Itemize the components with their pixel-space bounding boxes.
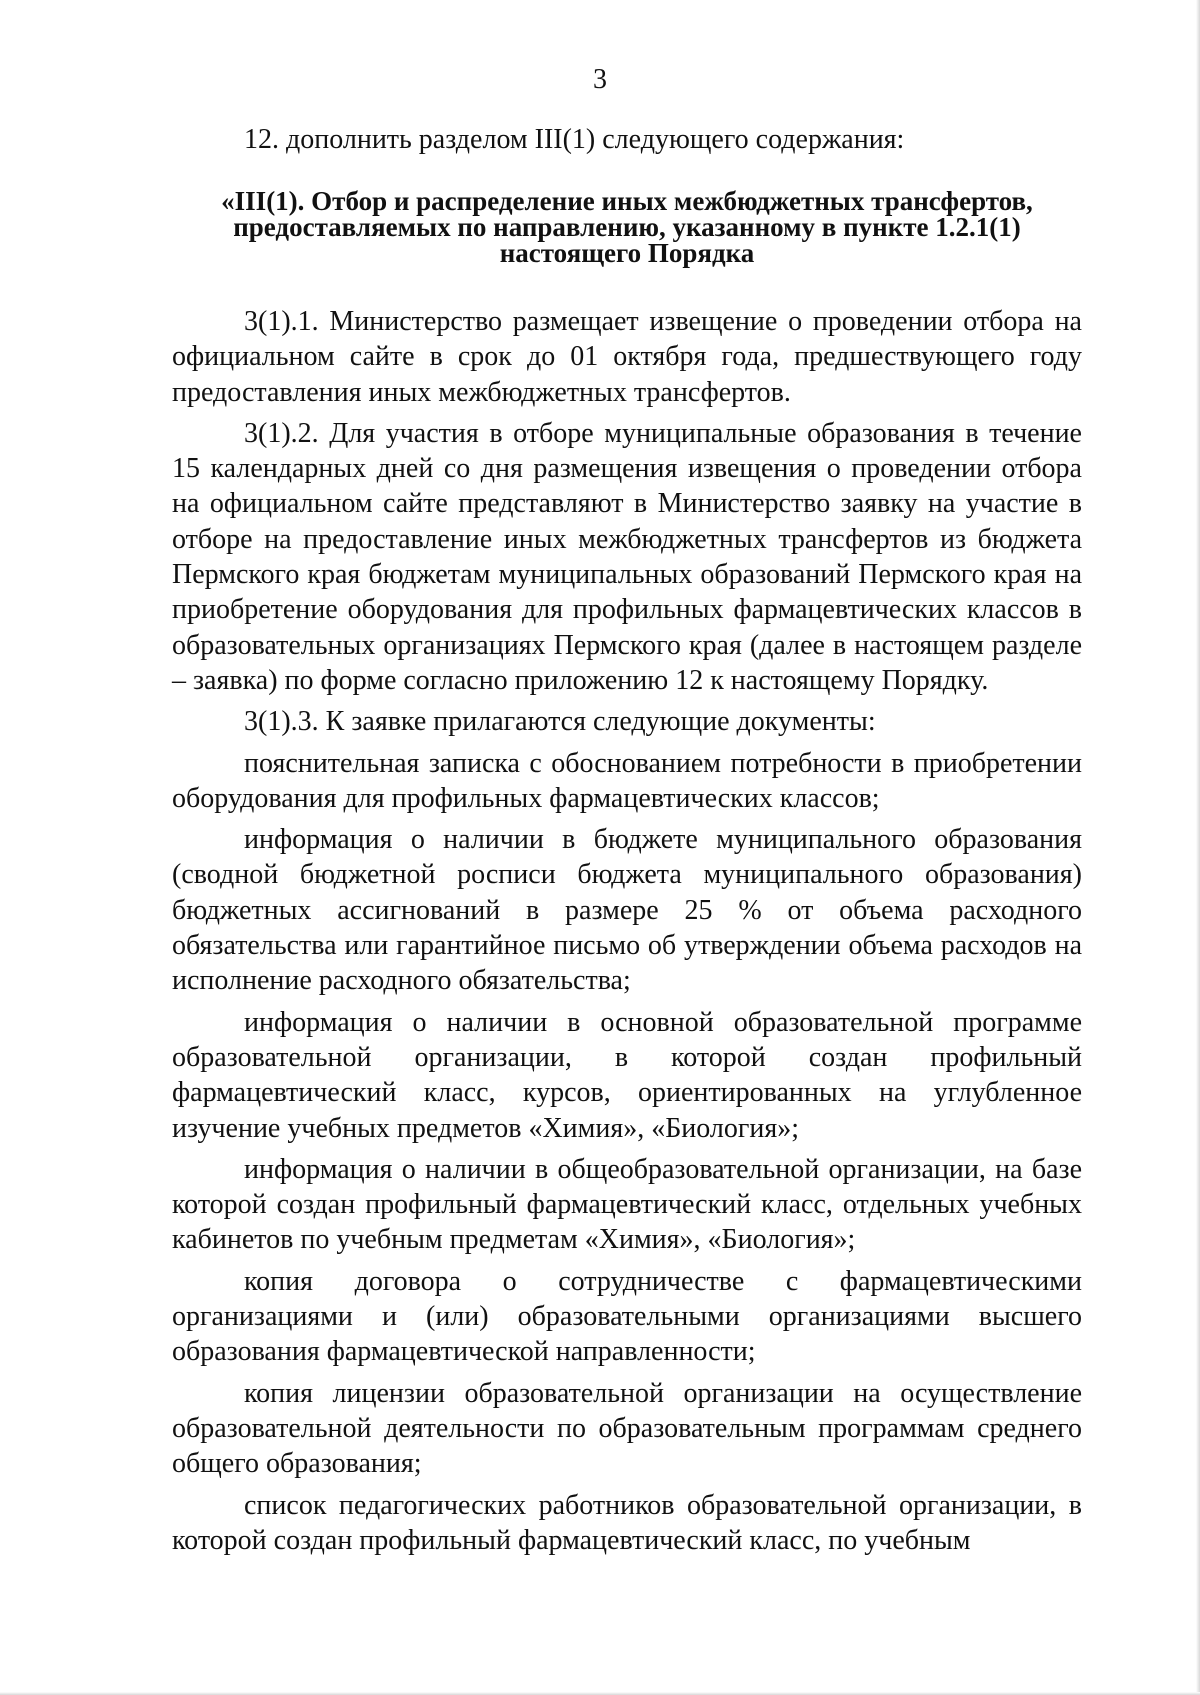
paragraph-3-1-2: 3(1).2. Для участия в отборе муниципальные образования в течение 15 календарных дней со дня размещения извещения о проведении отбора на официальном сайте представляют в Министерство заявку на участие в отборе на предоставление иных межбюджетных трансфертов из бюджета Пермского края бюджетам муниципальных образований Пермского края на приобретение оборудования для профильных фармацевтических классов в образовательных организациях Пермского края (далее в настоящем разделе – заявка) по форме согласно приложению 12 к настоящему Порядку. [172, 417, 1082, 696]
list-item-classrooms-info: информация о наличии в общеобразовательной организации, на базе которой создан профильный фармацевтический класс, отдельных учебных кабинетов по учебным предметам «Химия», «Биология»; [172, 1153, 1082, 1256]
paragraph-3-1-1: 3(1).1. Министерство размещает извещение о проведении отбора на официальном сайте в срок до 01 октября года, предшествующего году предоставления иных межбюджетных трансфертов. [172, 306, 1082, 408]
scan-edge-right [1196, 0, 1200, 1695]
intro-line: 12. дополнить разделом III(1) следующего содержания: [244, 124, 905, 155]
document-body [172, 304, 1082, 1558]
section-heading-line: настоящего Порядка [499, 238, 755, 268]
list-item-explanatory-note: пояснительная записка с обоснованием потребности в приобретении оборудования для профильных фармацевтических классов; [172, 747, 1082, 814]
section-heading [172, 188, 1082, 266]
list-item-teachers-list: список педагогических работников образовательной организации, в которой создан профильный фармацевтический класс, по учебным [172, 1489, 1082, 1556]
list-item-program-info: информация о наличии в основной образовательной программе образовательной организации, в которой создан профильный фармацевтический класс, курсов, ориентированных на углубленное изучение учебных предметов «Химия», «Биология»; [172, 1006, 1082, 1144]
section-heading-line: предоставляемых по направлению, указанному в пункте 1.2.1(1) [233, 212, 1021, 242]
section-heading-line: «III(1). Отбор и распределение иных межбюджетных трансфертов, [221, 186, 1033, 216]
list-item-budget-info: информация о наличии в бюджете муниципального образования (сводной бюджетной росписи бюджета муниципального образования) бюджетных ассигнований в размере 25 % от объема расходного обязательства или гарантийное письмо об утверждении объема расходов на исполнение расходного обязательства; [172, 824, 1082, 997]
list-item-cooperation-agreement: копия договора о сотрудничестве с фармацевтическими организациями и (или) образовательными организациями высшего образования фармацевтической направленности; [172, 1265, 1082, 1368]
paragraph-3-1-3: 3(1).3. К заявке прилагаются следующие документы: [244, 706, 876, 738]
page-number: 3 [593, 64, 607, 95]
list-item-license-copy: копия лицензии образовательной организации на осуществление образовательной деятельности по образовательным программам среднего общего образования; [172, 1377, 1082, 1480]
